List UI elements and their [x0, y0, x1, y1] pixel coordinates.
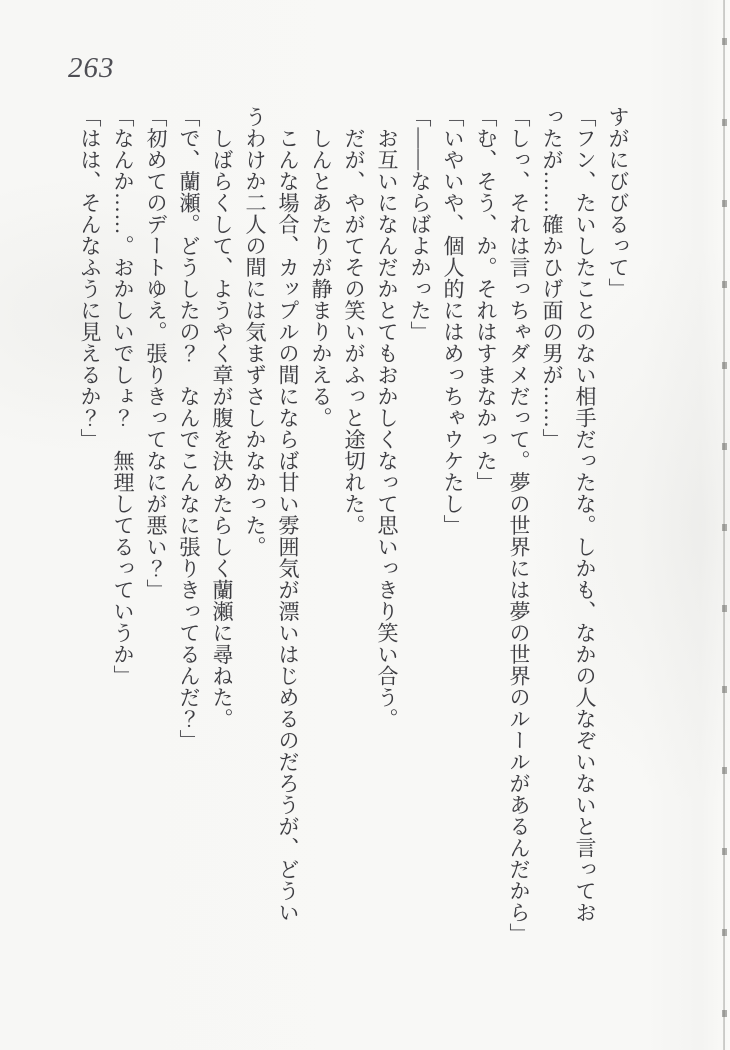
text-line: こんな場合、カップルの間にならば甘い雰囲気が漂いはじめるのだろうが、どうい	[276, 106, 300, 923]
text-line: 「初めてのデートゆえ。張りきってなにが悪い？」	[144, 106, 168, 601]
text-line: 「はは、そんなふうに見えるか？」	[78, 106, 102, 450]
text-line: しんとあたりが静まりかえる。	[309, 106, 333, 429]
text-line: すがにびびるって」	[606, 106, 630, 300]
text-line: 「フン、たいしたことのない相手だったな。しかも、なかの人なぞいないと言ってお	[573, 106, 597, 923]
text-line: だが、やがてその笑いがふっと途切れた。	[342, 106, 366, 536]
text-line: 「む、そう、か。それはすまなかった」	[474, 106, 498, 493]
page-number: 263	[68, 52, 115, 84]
text-line: 「しっ、それは言っちゃダメだって。夢の世界には夢の世界のルールがあるんだから」	[507, 106, 531, 945]
text-block	[73, 106, 634, 951]
text-line: 「なんか……。おかしいでしょ？ 無理してるっていうか」	[111, 106, 135, 687]
text-line: ったが……確かひげ面の男が……」	[540, 106, 564, 450]
text-line: お互いになんだかとてもおかしくなって思いっきり笑い合う。	[375, 106, 399, 730]
text-line: しばらくして、ようやく章が腹を決めたらしく蘭瀬に尋ねた。	[210, 106, 234, 730]
text-line: 「――ならばよかった」	[408, 106, 432, 343]
text-line: 「で、蘭瀬。どうしたの？ なんでこんなに張りきってるんだ？」	[177, 106, 201, 751]
page-edge-texture	[722, 0, 727, 1050]
text-line: 「いやいや、個人的にはめっちゃウケたし」	[441, 106, 465, 536]
text-line: うわけか二人の間には気まずさしかなかった。	[243, 106, 267, 558]
